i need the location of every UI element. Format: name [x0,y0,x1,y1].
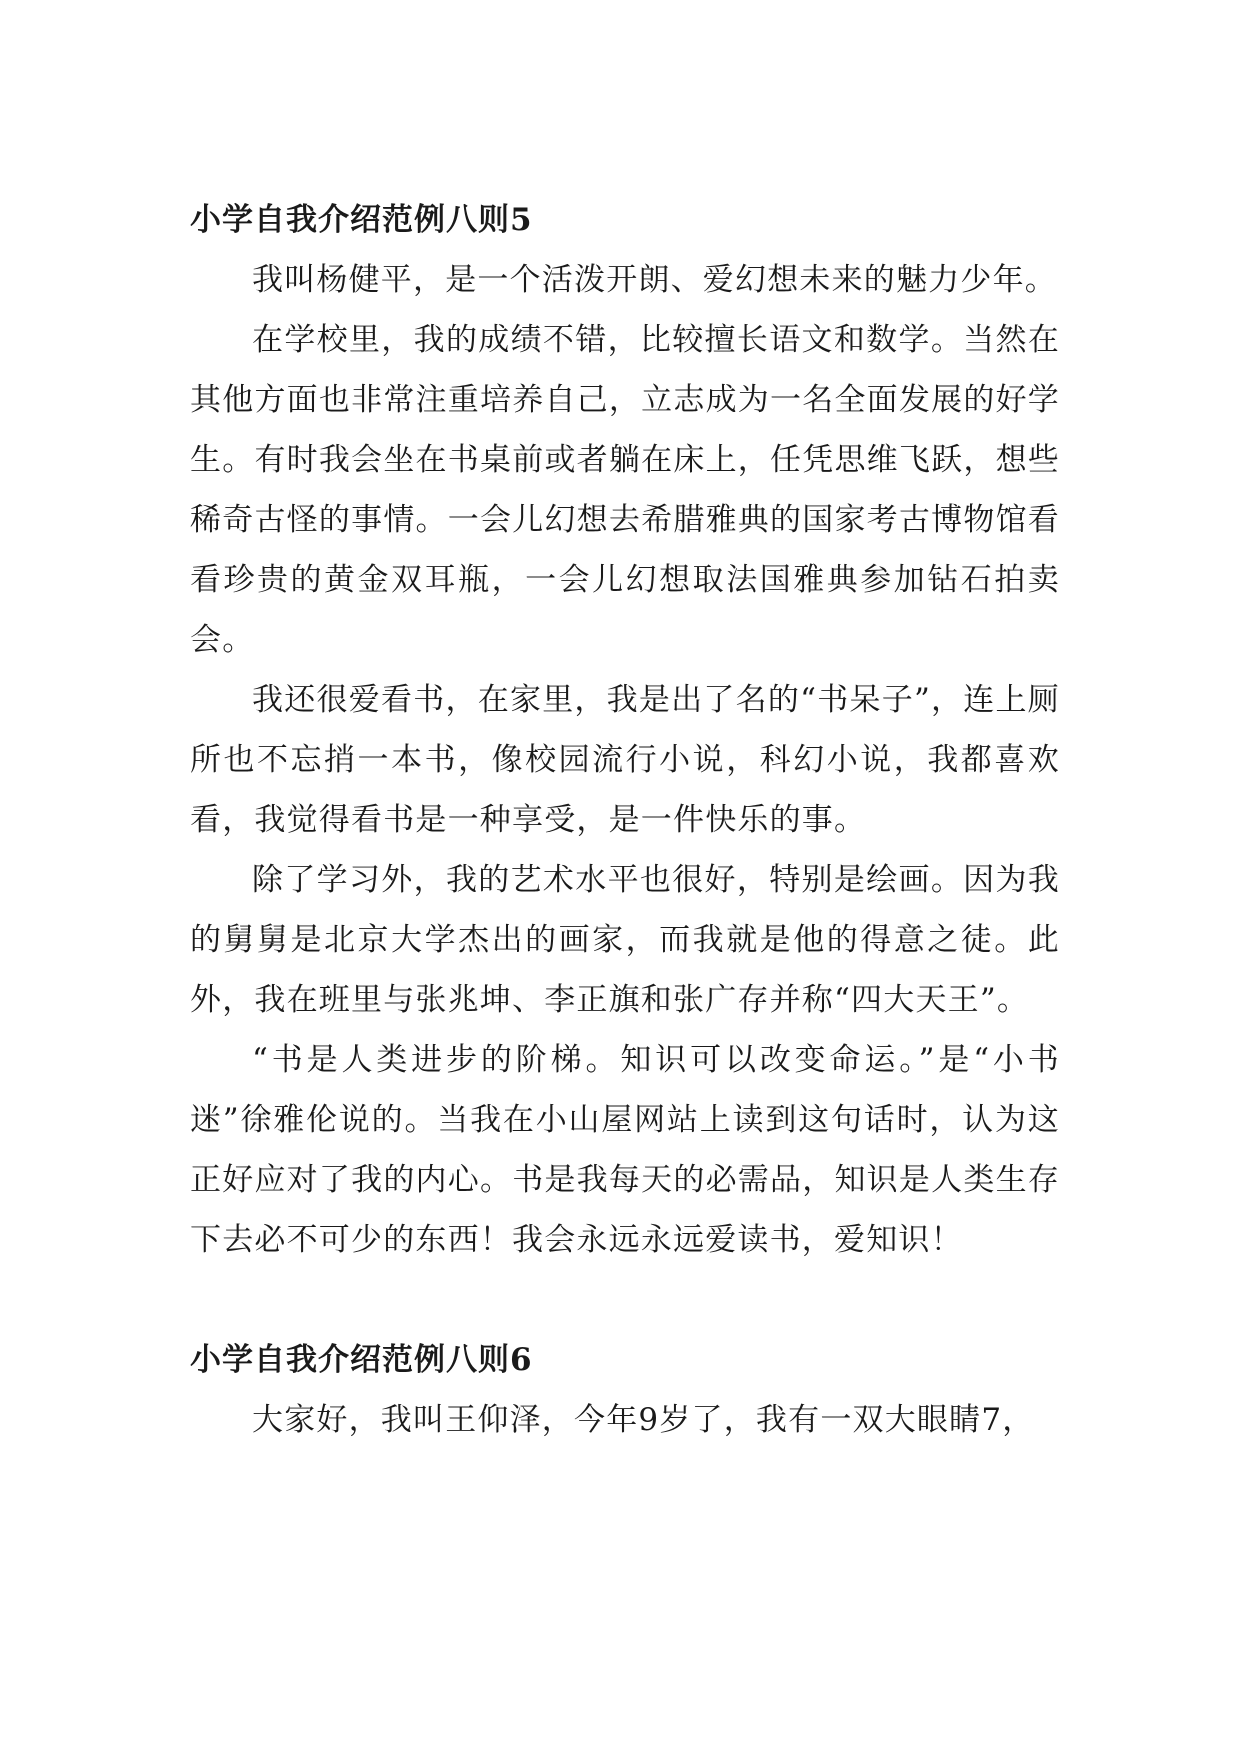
paragraph: 我还很爱看书，在家里，我是出了名的“书呆子”，连上厕所也不忘捎一本书，像校园流行小说，科幻小说，我都喜欢看，我觉得看书是一种享受，是一件快乐的事。 [190,682,1060,838]
document-body [190,190,1060,1450]
paragraph: 我叫杨健平，是一个活泼开朗、爱幻想未来的魅力少年。 [252,262,1057,298]
paragraph: 除了学习外，我的艺术水平也很好，特别是绘画。因为我的舅舅是北京大学杰出的画家，而我就是他的得意之徒。此外，我在班里与张兆坤、李正旗和张广存并称“四大天王”。 [190,862,1060,1018]
paragraph: 在学校里，我的成绩不错，比较擅长语文和数学。当然在其他方面也非常注重培养自己，立志成为一名全面发展的好学生。有时我会坐在书桌前或者躺在床上，任凭思维飞跃，想些稀奇古怪的事情。一会儿幻想去希腊雅典的国家考古博物馆看看珍贵的黄金双耳瓶，一会儿幻想取法国雅典参加钻石拍卖会。 [190,322,1060,658]
section-spacer [190,1270,1060,1330]
section-title: 小学自我介绍范例八则5 [190,202,533,238]
paragraph: “书是人类进步的阶梯。知识可以改变命运。”是“小书迷”徐雅伦说的。当我在小山屋网站上读到这句话时，认为这正好应对了我的内心。书是我每天的必需品，知识是人类生存下去必不可少的东西！我会永远永远爱读书，爱知识！ [190,1042,1060,1258]
section-title: 小学自我介绍范例八则6 [190,1342,533,1378]
paragraph: 大家好，我叫王仰泽，今年9岁了，我有一双大眼睛7， [252,1402,1035,1438]
